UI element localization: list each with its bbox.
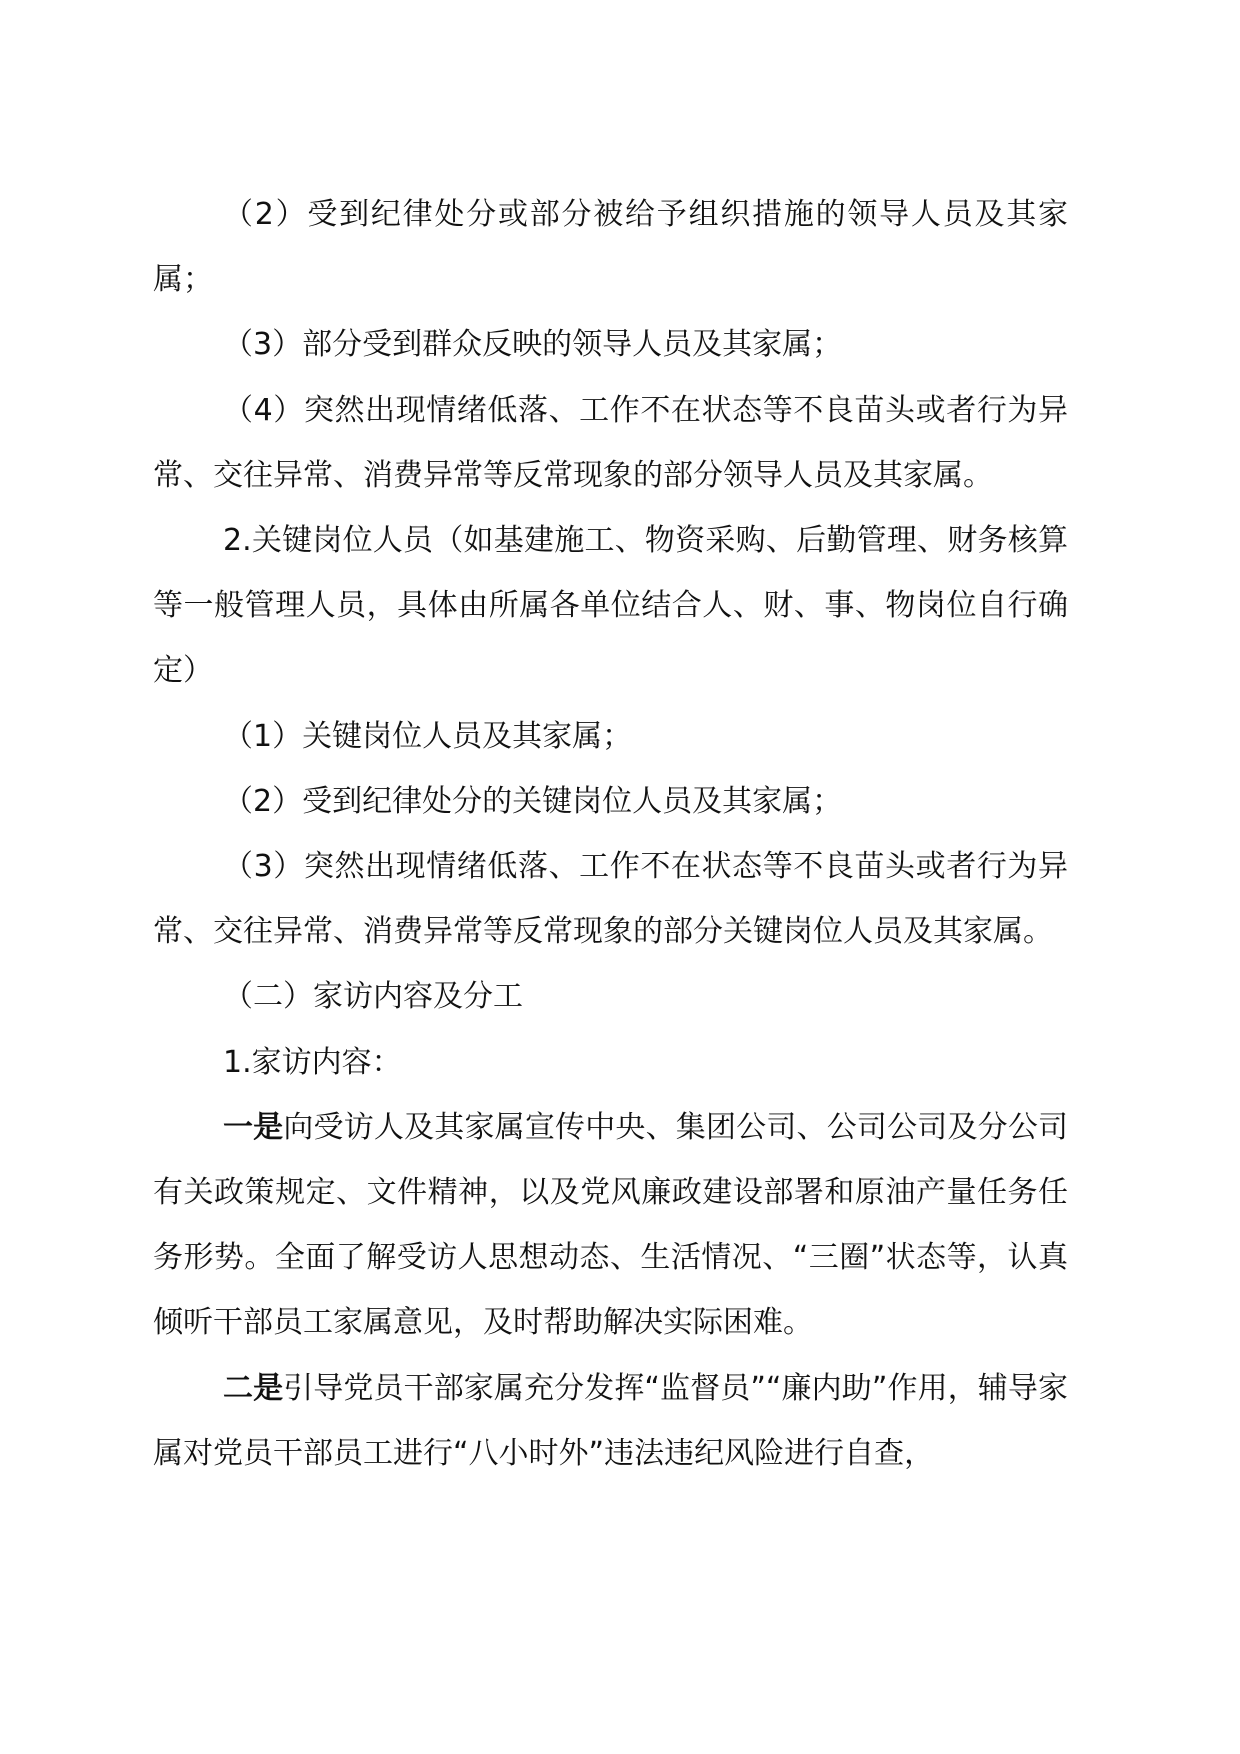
subheading-visit-content: 1.家访内容： <box>223 1044 402 1080</box>
paragraph-leader-disciplined: （2）受到纪律处分或部分被给予组织措施的领导人员及其家属； <box>153 197 1068 298</box>
lead-label-one: 一是 <box>223 1109 284 1145</box>
paragraph-key-position-disciplined: （2）受到纪律处分的关键岗位人员及其家属； <box>223 783 843 819</box>
paragraph-point-two-text: 引导党员干部家属充分发挥“监督员”“廉内助”作用，辅导家属对党员干部员工进行“八小时外”违法违纪风险进行自查， <box>153 1370 1068 1471</box>
paragraph-point-one <box>153 1095 1068 1356</box>
section-heading-visit-content: （二）家访内容及分工 <box>223 979 523 1015</box>
paragraph-key-positions-heading: 2.关键岗位人员（如基建施工、物资采购、后勤管理、财务核算等一般管理人员，具体由所属各单位结合人、财、事、物岗位自行确定） <box>153 523 1068 689</box>
paragraph-leader-reported: （3）部分受到群众反映的领导人员及其家属； <box>223 327 843 363</box>
paragraph-leader-abnormal: （4）突然出现情绪低落、工作不在状态等不良苗头或者行为异常、交往异常、消费异常等反常现象的部分领导人员及其家属。 <box>153 392 1068 493</box>
document-body <box>153 182 1068 1486</box>
paragraph-point-two <box>153 1356 1068 1486</box>
paragraph-point-one-text: 向受访人及其家属宣传中央、集团公司、公司公司及分公司有关政策规定、文件精神，以及党风廉政建设部署和原油产量任务任务形势。全面了解受访人思想动态、生活情况、“三圈”状态等，认真倾听干部员工家属意见，及时帮助解决实际困难。 <box>153 1109 1069 1341</box>
paragraph-key-position-abnormal: （3）突然出现情绪低落、工作不在状态等不良苗头或者行为异常、交往异常、消费异常等反常现象的部分关键岗位人员及其家属。 <box>153 849 1068 950</box>
lead-label-two: 二是 <box>223 1370 284 1406</box>
paragraph-key-position-staff: （1）关键岗位人员及其家属； <box>223 718 633 754</box>
